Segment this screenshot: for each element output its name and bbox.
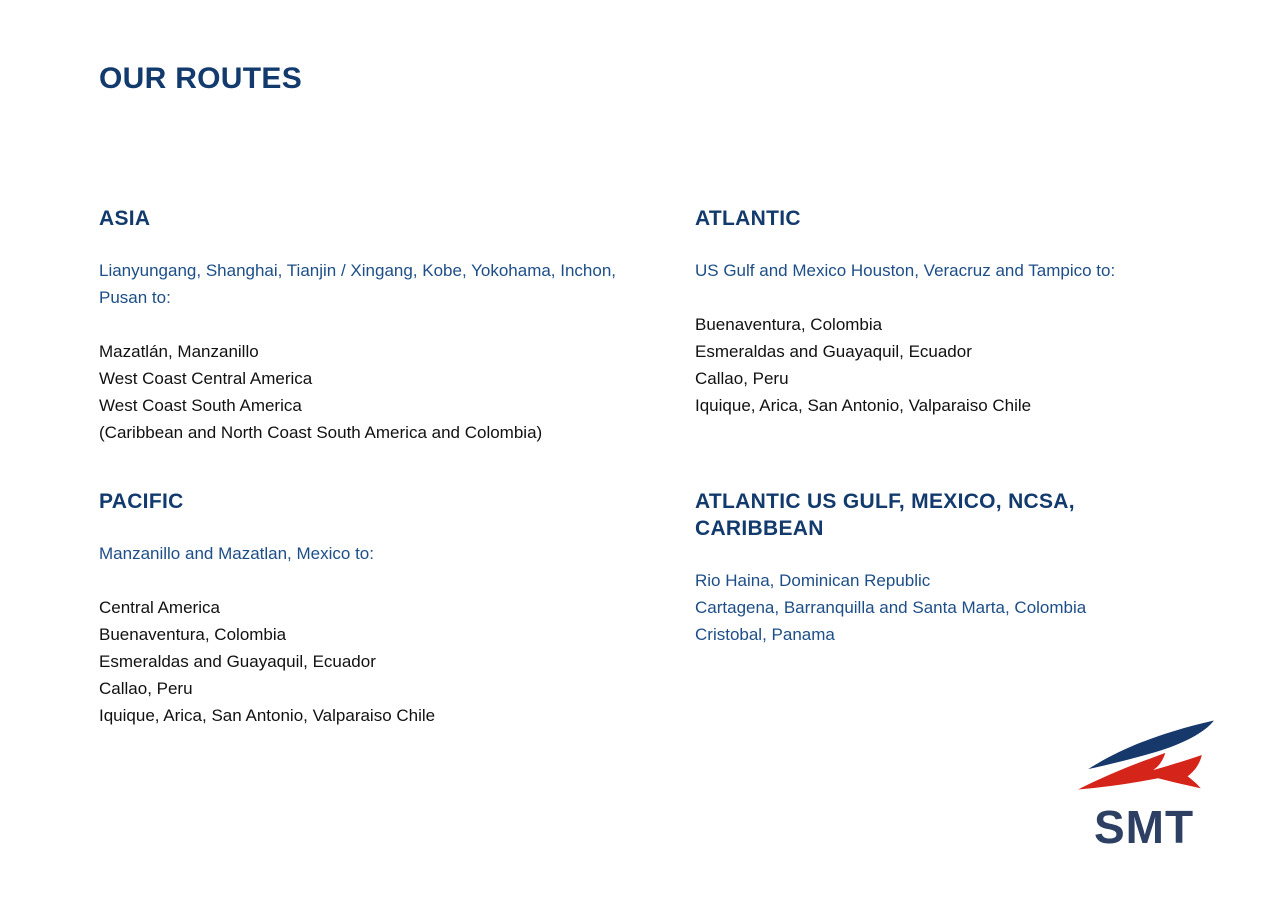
section-atlantic-heading: ATLANTIC	[695, 207, 801, 230]
destination-item: Callao, Peru	[99, 679, 193, 698]
destination-item: Esmeraldas and Guayaquil, Ecuador	[99, 652, 376, 671]
smt-logo	[1076, 718, 1218, 798]
section-asia-heading: ASIA	[99, 207, 151, 230]
section-asia	[99, 205, 647, 446]
section-atlantic	[695, 205, 1243, 419]
destination-item: Buenaventura, Colombia	[99, 625, 287, 644]
destination-item: Iquique, Arica, San Antonio, Valparaiso Chile	[99, 706, 436, 725]
section-pacific	[99, 488, 647, 729]
smt-flag-swoosh-icon	[1076, 718, 1218, 798]
page-title: OUR ROUTES	[99, 62, 303, 95]
section-pacific-destination-list	[99, 594, 647, 729]
section-pacific-heading: PACIFIC	[99, 490, 184, 513]
destination-item: Cristobal, Panama	[695, 625, 835, 644]
destination-item: West Coast South America	[99, 396, 302, 415]
section-atl-gulf-heading: ATLANTIC US GULF, MEXICO, NCSA, CARIBBEAN	[695, 490, 1075, 540]
section-atlantic-destination-list	[695, 311, 1243, 419]
destination-item: Rio Haina, Dominican Republic	[695, 571, 931, 590]
destination-item: Callao, Peru	[695, 369, 789, 388]
section-atlantic-origins: US Gulf and Mexico Houston, Veracruz and Tampico to:	[695, 261, 1116, 280]
destination-item: Iquique, Arica, San Antonio, Valparaiso Chile	[695, 396, 1032, 415]
destination-item: Buenaventura, Colombia	[695, 315, 883, 334]
destination-item: Central America	[99, 598, 220, 617]
destination-item: Mazatlán, Manzanillo	[99, 342, 259, 361]
smt-logo-wordmark: SMT	[1093, 801, 1195, 853]
section-atlantic-usgulf-mexico-ncsa-caribbean	[695, 488, 1243, 648]
section-atl-gulf-destination-list	[695, 567, 1243, 648]
destination-item: Esmeraldas and Guayaquil, Ecuador	[695, 342, 972, 361]
section-pacific-origins: Manzanillo and Mazatlan, Mexico to:	[99, 544, 374, 563]
destination-item: Cartagena, Barranquilla and Santa Marta, Colombia	[695, 598, 1087, 617]
section-asia-origins: Lianyungang, Shanghai, Tianjin / Xingang, Kobe, Yokohama, Inchon, Pusan to:	[99, 261, 617, 307]
destination-item: West Coast Central America	[99, 369, 313, 388]
destination-item: (Caribbean and North Coast South America and Colombia)	[99, 423, 543, 442]
section-asia-destination-list	[99, 338, 647, 446]
